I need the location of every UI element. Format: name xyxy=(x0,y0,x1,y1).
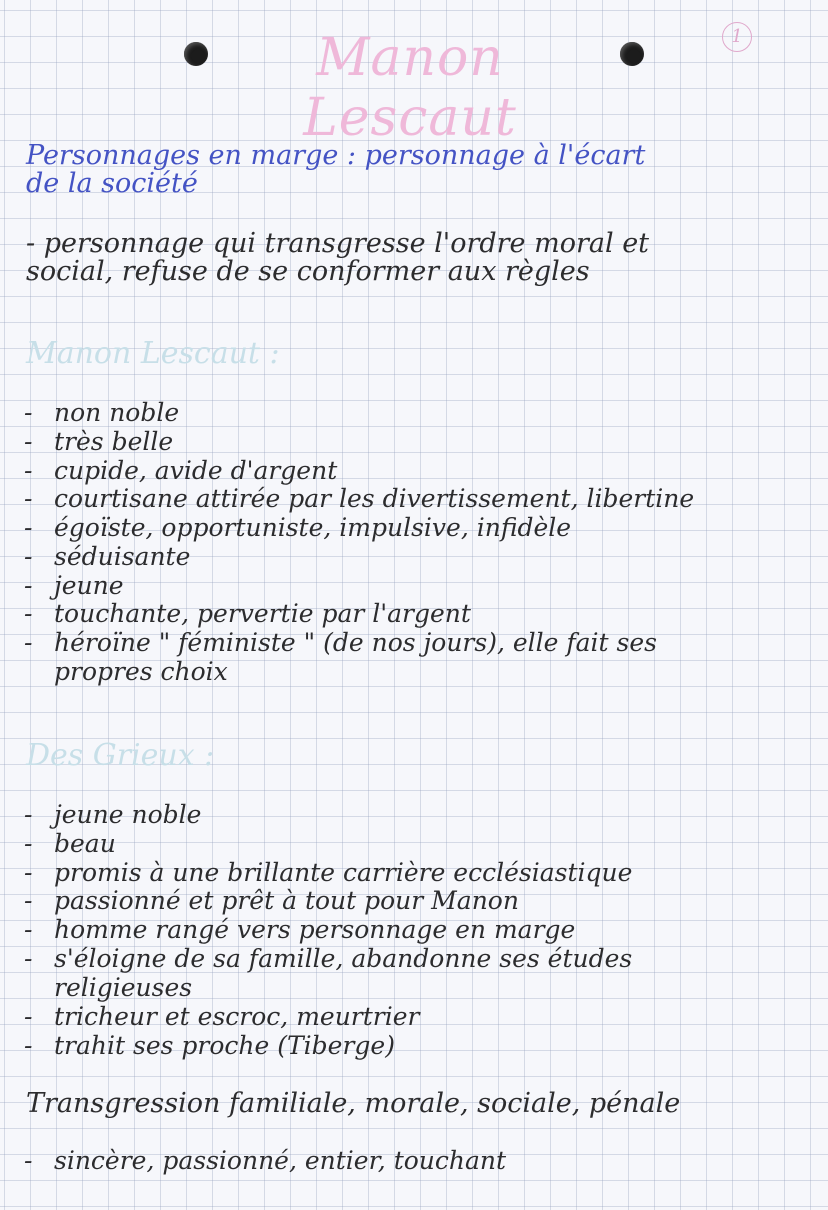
definition-line-4: social, refuse de se conformer aux règles xyxy=(26,256,590,287)
final-item: - sincère, passionné, entier, touchant xyxy=(24,1146,507,1175)
desgrieux-item: - passionné et prêt à tout pour Manon xyxy=(24,886,519,915)
desgrieux-item: - homme rangé vers personnage en marge xyxy=(24,915,576,944)
manon-item: - séduisante xyxy=(24,542,191,571)
definition-line-2: de la société xyxy=(26,168,198,199)
desgrieux-item: - jeune noble xyxy=(24,800,202,829)
desgrieux-item-continuation: religieuses xyxy=(54,973,193,1002)
desgrieux-heading: Des Grieux : xyxy=(26,738,215,773)
desgrieux-item: - beau xyxy=(24,829,116,858)
desgrieux-item: - s'éloigne de sa famille, abandonne ses études xyxy=(24,944,633,973)
definition-line-1: Personnages en marge : personnage à l'écart xyxy=(26,140,646,171)
desgrieux-item: - tricheur et escroc, meurtrier xyxy=(24,1002,420,1031)
page-number: 1 xyxy=(722,22,752,52)
desgrieux-item: - trahit ses proche (Tiberge) xyxy=(24,1031,395,1060)
manon-item: - jeune xyxy=(24,571,124,600)
manon-item: - courtisane attirée par les divertissement, libertine xyxy=(24,484,695,513)
manon-item: - héroïne " féministe " (de nos jours), elle fait ses xyxy=(24,628,657,657)
punch-hole-right xyxy=(620,42,644,66)
manon-item: - égoïste, opportuniste, impulsive, infidèle xyxy=(24,513,572,542)
manon-item-continuation: propres choix xyxy=(54,657,228,686)
manon-item: - non noble xyxy=(24,398,180,427)
definition-line-3: - personnage qui transgresse l'ordre moral et xyxy=(26,228,650,259)
transgression-line: Transgression familiale, morale, sociale, pénale xyxy=(26,1088,681,1119)
manon-heading: Manon Lescaut : xyxy=(26,336,280,371)
manon-item: - très belle xyxy=(24,427,174,456)
page-title: Manon Lescaut xyxy=(303,28,517,148)
desgrieux-item: - promis à une brillante carrière ecclésiastique xyxy=(24,858,633,887)
punch-hole-left xyxy=(184,42,208,66)
manon-item: - cupide, avide d'argent xyxy=(24,456,338,485)
manon-item: - touchante, pervertie par l'argent xyxy=(24,599,471,628)
